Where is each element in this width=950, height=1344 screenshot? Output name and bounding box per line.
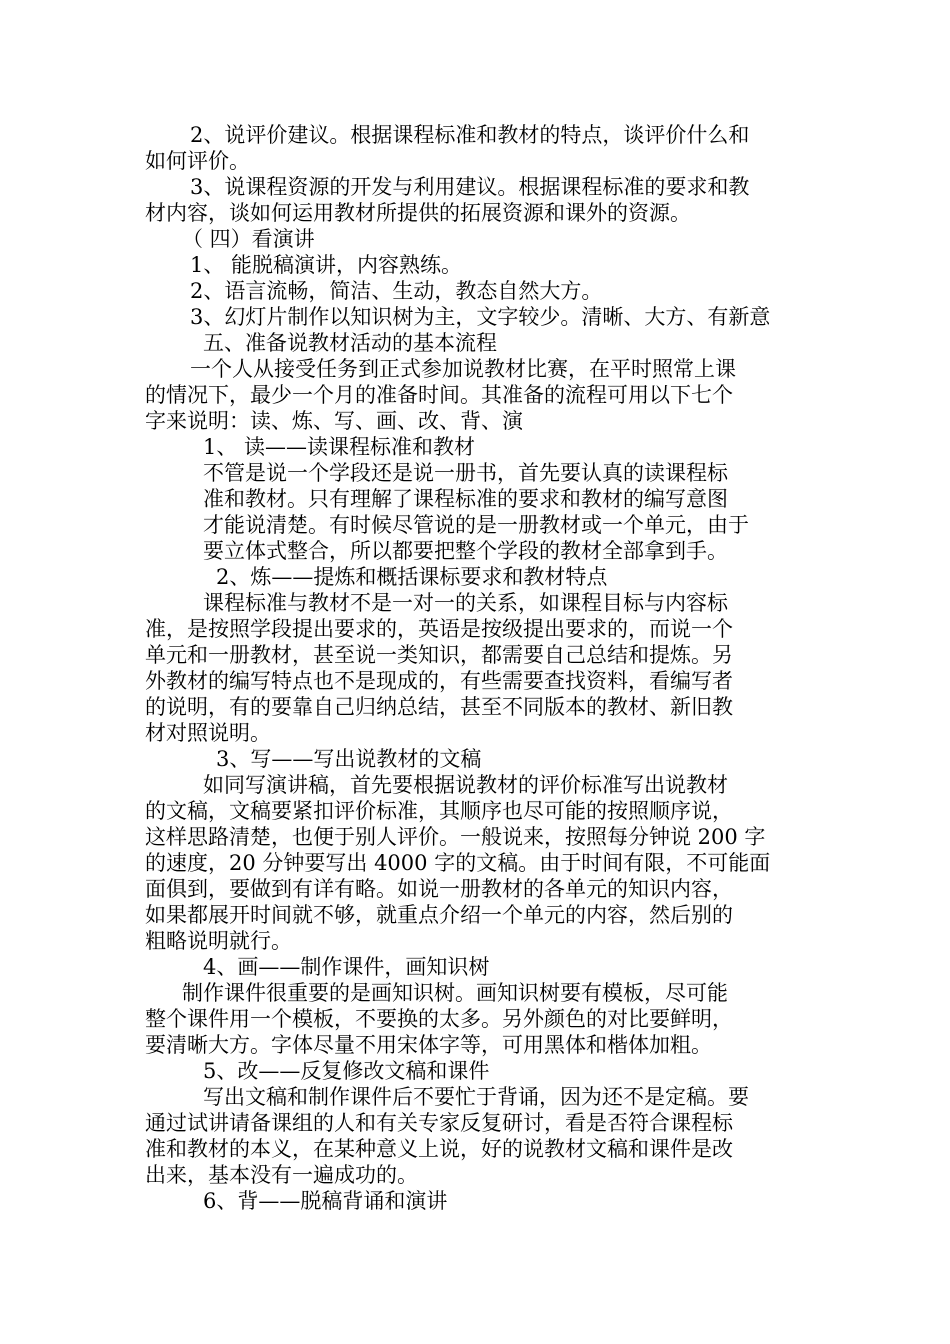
text-line: 材内容，谈如何运用教材所提供的拓展资源和课外的资源。 <box>145 201 691 225</box>
text-line: 写出文稿和制作课件后不要忙于背诵，因为还不是定稿。要 <box>203 1085 749 1109</box>
text-line: 外教材的编写特点也不是现成的，有些需要查找资料，看编写者 <box>145 669 733 693</box>
step-heading: 1、 读——读课程标准和教材 <box>203 435 476 459</box>
step-heading: 2、炼——提炼和概括课标要求和教材特点 <box>216 565 608 589</box>
text-line: 字来说明：读、炼、写、画、改、背、演 <box>145 409 523 433</box>
text-line: 单元和一册教材，甚至说一类知识，都需要自己总结和提炼。另 <box>145 643 733 667</box>
text-line: 要清晰大方。字体尽量不用宋体字等，可用黑体和楷体加粗。 <box>145 1033 712 1057</box>
text-line: 不管是说一个学段还是说一册书，首先要认真的读课程标 <box>203 461 728 485</box>
text-line: 面俱到，要做到有详有略。如说一册教材的各单元的知识内容， <box>145 877 733 901</box>
text-line: 3、幻灯片制作以知识树为主，文字较少。清晰、大方、有新意 <box>190 305 771 329</box>
text-line: 课程标准与教材不是一对一的关系，如课程目标与内容标 <box>203 591 728 615</box>
text-line: 2、说评价建议。根据课程标准和教材的特点，谈评价什么和 <box>190 123 750 147</box>
text-line: 如果都展开时间就不够，就重点介绍一个单元的内容，然后别的 <box>145 903 733 927</box>
text-line: 的说明，有的要靠自己归纳总结，甚至不同版本的教材、新旧教 <box>145 695 733 719</box>
step-heading: 6、背——脱稿背诵和演讲 <box>203 1189 448 1213</box>
section-heading: （ 四）看演讲 <box>182 227 315 251</box>
text-line: 要立体式整合，所以都要把整个学段的教材全部拿到手。 <box>203 539 728 563</box>
text-line: 如同写演讲稿，首先要根据说教材的评价标准写出说教材 <box>203 773 728 797</box>
text-line: 这样思路清楚，也便于别人评价。一般说来，按照每分钟说 200 字 <box>145 825 766 849</box>
text-line: 如何评价。 <box>145 149 250 173</box>
text-line: 的文稿，文稿要紧扣评价标准，其顺序也尽可能的按照顺序说， <box>145 799 733 823</box>
text-line: 1、 能脱稿演讲，内容熟练。 <box>190 253 463 277</box>
text-line: 准和教材。只有理解了课程标准的要求和教材的编写意图 <box>203 487 728 511</box>
text-line: 3、说课程资源的开发与利用建议。根据课程标准的要求和教 <box>190 175 750 199</box>
text-line: 整个课件用一个模板，不要换的太多。另外颜色的对比要鲜明， <box>145 1007 733 1031</box>
text-line: 准，是按照学段提出要求的，英语是按级提出要求的，而说一个 <box>145 617 733 641</box>
text-line: 一个人从接受任务到正式参加说教材比赛，在平时照常上课 <box>190 357 736 381</box>
section-heading: 五、准备说教材活动的基本流程 <box>203 331 497 355</box>
text-line: 出来，基本没有一遍成功的。 <box>145 1163 418 1187</box>
text-line: 2、语言流畅，简洁、生动，教态自然大方。 <box>190 279 603 303</box>
text-line: 通过试讲请备课组的人和有关专家反复研讨，看是否符合课程标 <box>145 1111 733 1135</box>
text-line: 的情况下，最少一个月的准备时间。其准备的流程可用以下七个 <box>145 383 733 407</box>
text-line: 材对照说明。 <box>145 721 271 745</box>
step-heading: 4、画——制作课件，画知识树 <box>203 955 490 979</box>
text-line: 粗略说明就行。 <box>145 929 292 953</box>
text-line: 制作课件很重要的是画知识树。画知识树要有模板，尽可能 <box>182 981 728 1005</box>
step-heading: 5、改——反复修改文稿和课件 <box>203 1059 490 1083</box>
text-line: 的速度，20 分钟要写出 4000 字的文稿。由于时间有限，不可能面 <box>145 851 771 875</box>
step-heading: 3、写——写出说教材的文稿 <box>216 747 482 771</box>
text-line: 准和教材的本义，在某种意义上说，好的说教材文稿和课件是改 <box>145 1137 733 1161</box>
text-line: 才能说清楚。有时候尽管说的是一册教材或一个单元，由于 <box>203 513 749 537</box>
